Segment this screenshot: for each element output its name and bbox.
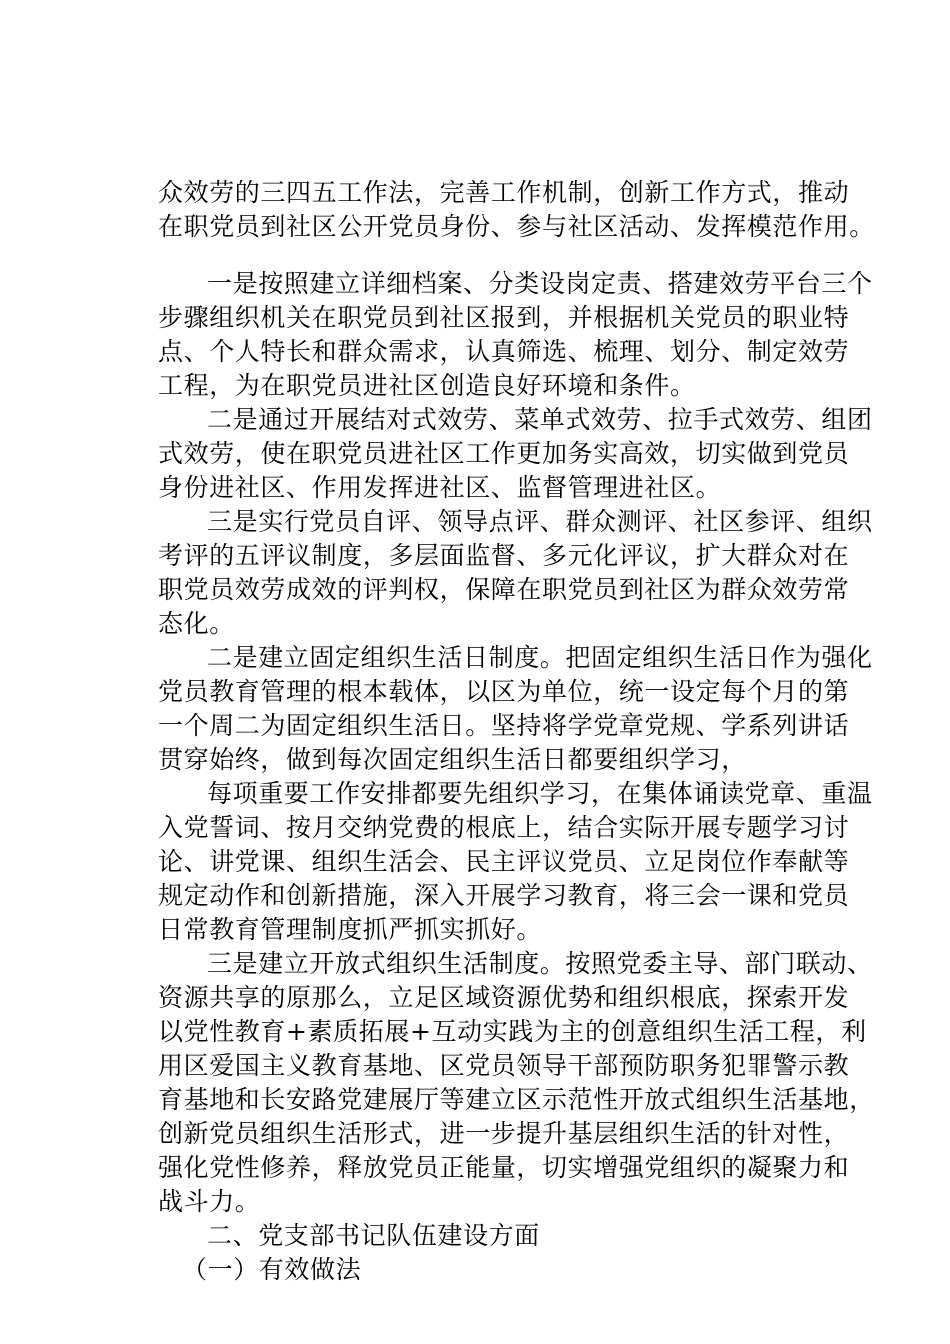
- text-line: 考评的五评议制度，多层面监督、多元化评议，扩大群众对在: [158, 541, 850, 570]
- text-line: 党员教育管理的根本载体，以区为单位，统一设定每个月的第: [158, 677, 850, 706]
- text-line: 战斗力。: [158, 1187, 261, 1216]
- text-line: 工程，为在职党员进社区创造良好环境和条件。: [158, 371, 696, 400]
- text-line: 论、讲党课、组织生活会、民主评议党员、立足岗位作奉献等: [158, 847, 850, 876]
- text-line: 一个周二为固定组织生活日。坚持将学党章党规、学系列讲话: [158, 711, 850, 740]
- text-line: 以党性教育+素质拓展+互动实践为主的创意组织生活工程，利: [158, 1017, 867, 1046]
- text-line: 资源共享的原那么，立足区域资源优势和组织根底，探索开发: [158, 983, 850, 1012]
- text-line: 身份进社区、作用发挥进社区、监督管理进社区。: [158, 473, 722, 502]
- subsection-heading: （一）有效做法: [182, 1255, 362, 1284]
- text-line: 步骤组织机关在职党员到社区报到，并根据机关党员的职业特: [158, 303, 850, 332]
- paragraph-start: 三是实行党员自评、领导点评、群众测评、社区参评、组织: [207, 507, 873, 536]
- paragraph-start: 每项重要工作安排都要先组织学习，在集体诵读党章、重温: [207, 779, 873, 808]
- text-line: 点、个人特长和群众需求，认真筛选、梳理、划分、制定效劳: [158, 337, 850, 366]
- text-line: 入党誓词、按月交纳党费的根底上，结合实际开展专题学习讨: [158, 813, 850, 842]
- text-line: 贯穿始终，做到每次固定组织生活日都要组织学习，: [158, 745, 747, 774]
- paragraph-start: 一是按照建立详细档案、分类设岗定责、搭建效劳平台三个: [207, 269, 873, 298]
- text-line: 在职党员到社区公开党员身份、参与社区活动、发挥模范作用。: [158, 212, 875, 241]
- section-heading: 二、党支部书记队伍建设方面: [207, 1221, 540, 1250]
- text-line: 育基地和长安路党建展厅等建立区示范性开放式组织生活基地，: [158, 1085, 875, 1114]
- text-line: 规定动作和创新措施，深入开展学习教育，将三会一课和党员: [158, 881, 850, 910]
- text-line: 用区爱国主义教育基地、区党员领导干部预防职务犯罪警示教: [158, 1051, 850, 1080]
- text-line: 强化党性修养，释放党员正能量，切实增强党组织的凝聚力和: [158, 1153, 850, 1182]
- text-line: 创新党员组织生活形式，进一步提升基层组织生活的针对性，: [158, 1119, 850, 1148]
- text-line: 日常教育管理制度抓严抓实抓好。: [158, 915, 543, 944]
- text-line: 态化。: [158, 609, 235, 638]
- text-line: 式效劳，使在职党员进社区工作更加务实高效，切实做到党员: [158, 439, 850, 468]
- paragraph-start: 三是建立开放式组织生活制度。按照党委主导、部门联动、: [207, 949, 873, 978]
- paragraph-start: 二是建立固定组织生活日制度。把固定组织生活日作为强化: [207, 643, 873, 672]
- text-line: 职党员效劳成效的评判权，保障在职党员到社区为群众效劳常: [158, 575, 850, 604]
- paragraph-start: 二是通过开展结对式效劳、菜单式效劳、拉手式效劳、组团: [207, 405, 873, 434]
- text-line: 众效劳的三四五工作法，完善工作机制，创新工作方式，推动: [158, 178, 850, 207]
